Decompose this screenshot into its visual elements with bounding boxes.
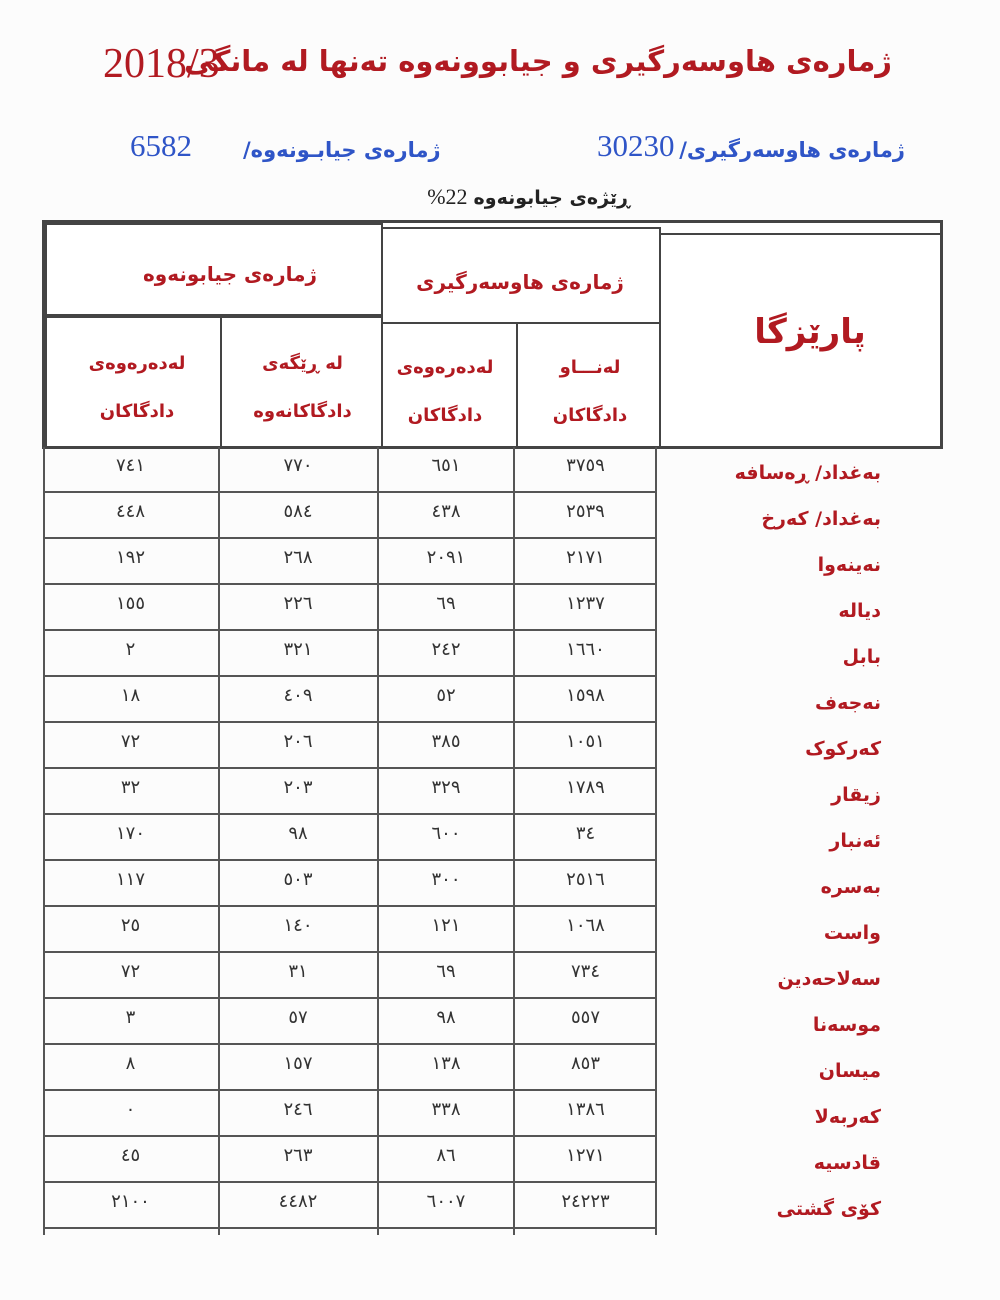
marriages-total: 30230 xyxy=(597,128,675,163)
table-row xyxy=(43,953,941,998)
cell-divorce-outside: ٢٥ xyxy=(120,915,141,936)
cell-divorce-outside: ٤٤٨ xyxy=(115,501,145,522)
cell-marriage-inside: ٣٤ xyxy=(575,823,596,844)
cell-province: موسەنا xyxy=(812,1014,881,1036)
table-row xyxy=(43,1137,941,1182)
province-header-label: پارێزگا xyxy=(754,312,866,352)
cell-divorce-outside: ١٨ xyxy=(120,685,141,706)
cell-marriage-outside: ٦٥١ xyxy=(431,455,461,476)
cell-divorce-outside: ٣٢ xyxy=(120,777,141,798)
divorce-rate-value: 22% xyxy=(427,184,468,209)
cell-province: کەرکوک xyxy=(805,738,881,760)
cell-divorce-via: ١٥٧ xyxy=(283,1053,313,1074)
cell-marriage-inside: ٥٥٧ xyxy=(570,1007,600,1028)
divorce-rate-label: ڕێژەی جیابونەوە xyxy=(473,187,630,209)
cell-divorce-outside: ١٥٥ xyxy=(115,593,145,614)
cell-divorce-outside: ٧٢ xyxy=(120,731,141,752)
marriage-header-label: ژمارەی هاوسەرگیری xyxy=(416,270,624,294)
cell-marriage-outside: ٦٠٠ xyxy=(431,823,461,844)
cell-marriage-outside: ٨٦ xyxy=(436,1145,456,1166)
cell-province: کەربەلا xyxy=(814,1106,881,1128)
table-row xyxy=(43,999,941,1044)
col-marriage-outside-label: لەدەرەوەی دادگاکان xyxy=(396,357,494,426)
cell-province: نەجەف xyxy=(815,692,881,714)
cell-province: بەسرە xyxy=(820,876,881,898)
divorces-label: ژمارەی جیابـونەوە/ xyxy=(243,138,441,162)
cell-divorce-via: ٢٠٦ xyxy=(283,731,313,752)
cell-marriage-inside: ٢١٧١ xyxy=(566,547,605,568)
cell-marriage-outside: ٦٠٠٧ xyxy=(426,1191,466,1212)
cell-province: کۆی گشتی xyxy=(776,1198,881,1220)
cell-province: میسان xyxy=(818,1060,881,1082)
cell-divorce-outside: ٨ xyxy=(125,1053,136,1074)
cell-marriage-outside: ٢٤٢ xyxy=(431,639,461,660)
cell-marriage-inside: ١٠٦٨ xyxy=(566,915,605,936)
cell-divorce-via: ٥٧ xyxy=(288,1007,308,1028)
cell-province: ئەنبار xyxy=(829,830,881,852)
divorce-header-label: ژمارەی جیابونەوە xyxy=(142,262,318,286)
cell-divorce-outside: ٠ xyxy=(125,1099,136,1120)
table-row xyxy=(43,539,941,584)
cell-divorce-via: ٣٢١ xyxy=(283,639,313,660)
cell-divorce-via: ٢٦٨ xyxy=(283,547,313,568)
cell-divorce-outside: ٧٤١ xyxy=(115,455,145,476)
cell-marriage-inside: ١٧٨٩ xyxy=(566,777,605,798)
cell-marriage-outside: ٣٢٩ xyxy=(431,777,461,798)
cell-marriage-outside: ١٣٨ xyxy=(431,1053,461,1074)
cell-marriage-inside: ٨٥٣ xyxy=(570,1053,600,1074)
table-row xyxy=(43,677,941,722)
cell-divorce-via: ٥٠٣ xyxy=(283,869,313,890)
cell-divorce-via: ٢٢٦ xyxy=(283,593,313,614)
cell-marriage-inside: ٢٤٢٢٣ xyxy=(561,1191,610,1212)
table-row xyxy=(43,1183,941,1228)
cell-province: بەغداد/ کەرخ xyxy=(761,508,881,530)
page-title: ژمارەی هاوسەرگیری و جیابوونەوە تەنها لە مانگی xyxy=(184,44,892,78)
cell-province: قادسیە xyxy=(813,1152,881,1174)
table-row xyxy=(43,907,941,952)
summary-row xyxy=(0,124,1000,174)
cell-marriage-outside: ٣٠٠ xyxy=(431,869,461,890)
cell-divorce-outside: ٢ xyxy=(125,639,136,660)
table-row xyxy=(43,815,941,860)
cell-marriage-outside: ٥٢ xyxy=(436,685,456,706)
col-divorce-via-label: لە ڕێگەی دادگاکانەوە xyxy=(253,353,352,422)
grid-line xyxy=(43,1227,657,1229)
table-row xyxy=(43,723,941,768)
cell-marriage-outside: ٢٠٩١ xyxy=(426,547,466,568)
cell-marriage-outside: ١٢١ xyxy=(431,915,461,936)
table-row xyxy=(43,1045,941,1090)
cell-marriage-inside: ٣٧٥٩ xyxy=(566,455,605,476)
cell-divorce-outside: ٤٥ xyxy=(120,1145,141,1166)
cell-divorce-outside: ١٧٠ xyxy=(115,823,145,844)
cell-marriage-inside: ٢٥١٦ xyxy=(566,869,605,890)
cell-province: دیالە xyxy=(838,600,881,622)
cell-province: بابل xyxy=(842,646,881,668)
col-divorce-outside-label: لەدەرەوەی دادگاکان xyxy=(88,353,186,422)
table-row xyxy=(43,769,941,814)
divorce-rate xyxy=(427,184,630,210)
cell-province: سەلاحەدین xyxy=(777,968,881,990)
cell-divorce-outside: ١١٧ xyxy=(115,869,145,890)
cell-divorce-via: ٢٦٣ xyxy=(283,1145,313,1166)
col-marriage-inside-label: لەنـــاو دادگاکان xyxy=(552,357,628,426)
divorces-total: 6582 xyxy=(130,128,192,163)
cell-divorce-outside: ١٩٢ xyxy=(115,547,145,568)
table-row xyxy=(43,1091,941,1136)
cell-divorce-via: ٩٨ xyxy=(288,823,308,844)
cell-province: بەغداد/ ڕەسافە xyxy=(734,462,881,484)
cell-marriage-outside: ٣٨٥ xyxy=(431,731,461,752)
cell-marriage-outside: ٤٣٨ xyxy=(431,501,461,522)
cell-marriage-outside: ٦٩ xyxy=(436,593,456,614)
cell-province: زیقار xyxy=(831,784,881,806)
cell-marriage-inside: ٧٣٤ xyxy=(570,961,600,982)
cell-divorce-via: ٣١ xyxy=(288,961,308,982)
table-row xyxy=(43,585,941,630)
cell-divorce-outside: ٣ xyxy=(125,1007,136,1028)
cell-divorce-via: ٤٠٩ xyxy=(283,685,313,706)
title-row xyxy=(0,40,1000,100)
cell-marriage-inside: ١٢٣٧ xyxy=(566,593,605,614)
cell-divorce-via: ٢٤٦ xyxy=(283,1099,313,1120)
cell-province: واست xyxy=(823,922,881,944)
cell-divorce-via: ٢٠٣ xyxy=(283,777,313,798)
table-row xyxy=(43,631,941,676)
cell-marriage-outside: ٣٣٨ xyxy=(431,1099,461,1120)
cell-marriage-outside: ٦٩ xyxy=(436,961,456,982)
cell-marriage-outside: ٩٨ xyxy=(436,1007,456,1028)
cell-divorce-outside: ٧٢ xyxy=(120,961,141,982)
cell-divorce-outside: ٢١٠٠ xyxy=(111,1191,150,1212)
cell-marriage-inside: ١٥٩٨ xyxy=(566,685,605,706)
table-row xyxy=(43,861,941,906)
cell-divorce-via: ٧٧٠ xyxy=(283,455,313,476)
cell-marriage-inside: ١٢٧١ xyxy=(566,1145,605,1166)
cell-divorce-via: ٥٨٤ xyxy=(283,501,313,522)
cell-province: نەینەوا xyxy=(817,554,881,576)
marriages-label: ژمارەی هاوسەرگیری/ xyxy=(679,138,905,162)
cell-marriage-inside: ١٣٨٦ xyxy=(566,1099,605,1120)
cell-divorce-via: ١٤٠ xyxy=(283,915,313,936)
cell-divorce-via: ٤٤٨٢ xyxy=(278,1191,318,1212)
cell-marriage-inside: ٢٥٣٩ xyxy=(566,501,605,522)
cell-marriage-inside: ١٦٦٠ xyxy=(566,639,605,660)
cell-marriage-inside: ١٠٥١ xyxy=(566,731,605,752)
title-year: 2018/3 xyxy=(103,41,220,87)
table-row xyxy=(43,493,941,538)
table-row xyxy=(43,447,941,492)
